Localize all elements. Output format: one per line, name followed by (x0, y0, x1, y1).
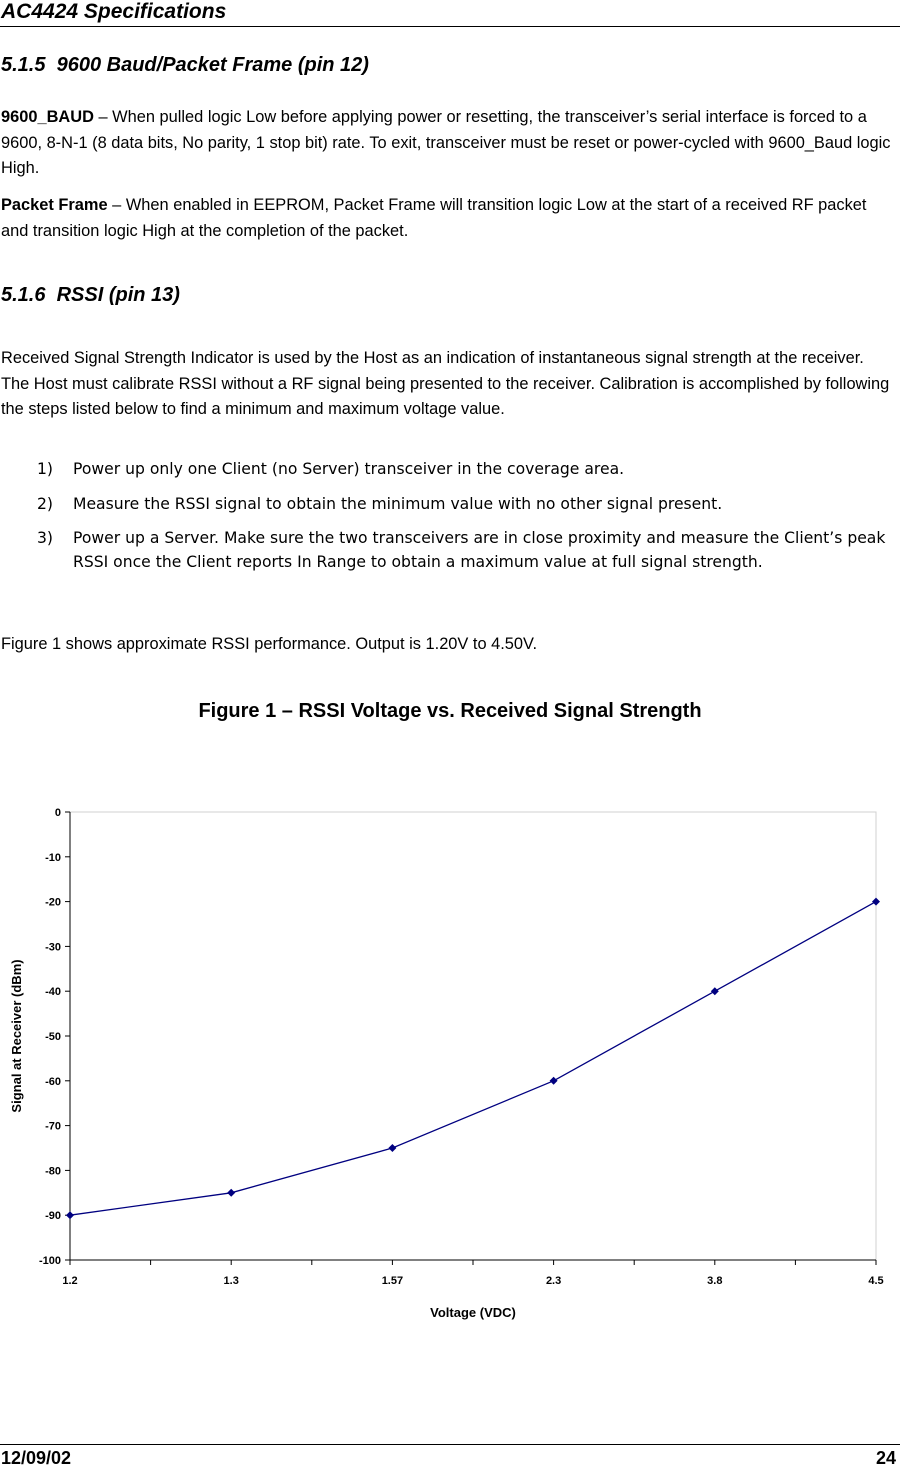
step-number: 1) (37, 460, 54, 478)
x-axis-title: Voltage (VDC) (430, 1305, 516, 1320)
footer-date: 12/09/02 (1, 1448, 72, 1468)
y-tick-label: -100 (38, 1255, 61, 1267)
page-header (0, 0, 900, 27)
data-point (872, 898, 880, 906)
rssi-intro-paragraph: Received Signal Strength Indicator is used by the Host as an indication of instantaneous signal strength at the receiver. The Host must calibrate RSSI without a RF signal being presented to the receiver. Calibration is accomplished by following the steps listed below to find a minimum and maximum voltage value. (1, 349, 890, 418)
y-tick-label: -60 (45, 1075, 61, 1088)
data-point (66, 1211, 74, 1219)
y-tick-label: -40 (45, 986, 61, 999)
step-text: Power up a Server. Make sure the two transceivers are in close proximity and measure the Client’s peak RSSI once the Client reports In Range to obtain a maximum value at full signal strength. (73, 529, 886, 571)
y-tick-label: -70 (45, 1120, 61, 1133)
x-tick-label: 1.57 (381, 1275, 404, 1287)
section-heading-515: 5.1.5 9600 Baud/Packet Frame (pin 12) (1, 54, 369, 76)
list-item (37, 527, 899, 574)
y-tick-label: 0 (54, 807, 61, 819)
data-point (550, 1077, 558, 1085)
y-tick-label: -10 (45, 851, 61, 864)
y-tick-label: -80 (45, 1165, 61, 1178)
document-title: AC4424 Specifications (1, 0, 227, 23)
y-tick-label: -50 (45, 1031, 61, 1043)
footer-page-number: 24 (875, 1448, 896, 1468)
step-number: 3) (37, 529, 54, 547)
x-tick-label: 4.5 (868, 1275, 884, 1287)
packet-frame-paragraph (1, 193, 893, 244)
x-tick-label: 1.3 (223, 1275, 239, 1287)
step-number: 2) (37, 494, 54, 513)
x-tick-label: 2.3 (545, 1275, 562, 1287)
list-item (37, 493, 899, 517)
list-item (37, 458, 899, 482)
step-text: Measure the RSSI signal to obtain the minimum value with no other signal present. (73, 494, 723, 513)
data-point (227, 1189, 235, 1197)
y-tick-label: -20 (45, 896, 61, 909)
baud-paragraph (1, 105, 893, 182)
page-footer (0, 1444, 900, 1469)
baud-term: 9600_BAUD (1, 108, 94, 126)
x-tick-label: 1.2 (62, 1275, 78, 1287)
data-point (388, 1144, 396, 1152)
packet-frame-term: Packet Frame (1, 196, 108, 214)
figure-title: Figure 1 – RSSI Voltage vs. Received Signal Strength (198, 700, 702, 722)
calibration-steps (37, 458, 899, 585)
y-tick-label: -90 (45, 1210, 61, 1223)
series-line (70, 902, 876, 1216)
plot-area (70, 812, 876, 1260)
rssi-chart (0, 790, 900, 1330)
y-tick-label: -30 (45, 941, 61, 954)
rssi-summary-paragraph: Figure 1 shows approximate RSSI performance. Output is 1.20V to 4.50V. (1, 635, 538, 653)
section-heading-516: 5.1.6 RSSI (pin 13) (1, 284, 180, 306)
data-point (711, 987, 719, 995)
x-tick-label: 3.8 (707, 1275, 723, 1287)
y-axis-title: Signal at Receiver (dBm) (9, 959, 24, 1113)
step-text: Power up only one Client (no Server) transceiver in the coverage area. (73, 460, 625, 478)
baud-description: – When pulled logic Low before applying power or resetting, the transceiver’s serial interface is forced to a 9600, 8-N-1 (8 data bits, No parity, 1 stop bit) rate. To exit, transceiver must be reset or power-cycled with 9600_Baud logic High. (1, 108, 891, 177)
packet-frame-description: – When enabled in EEPROM, Packet Frame will transition logic Low at the start of a received RF packet and transition logic High at the completion of the packet. (1, 196, 867, 240)
